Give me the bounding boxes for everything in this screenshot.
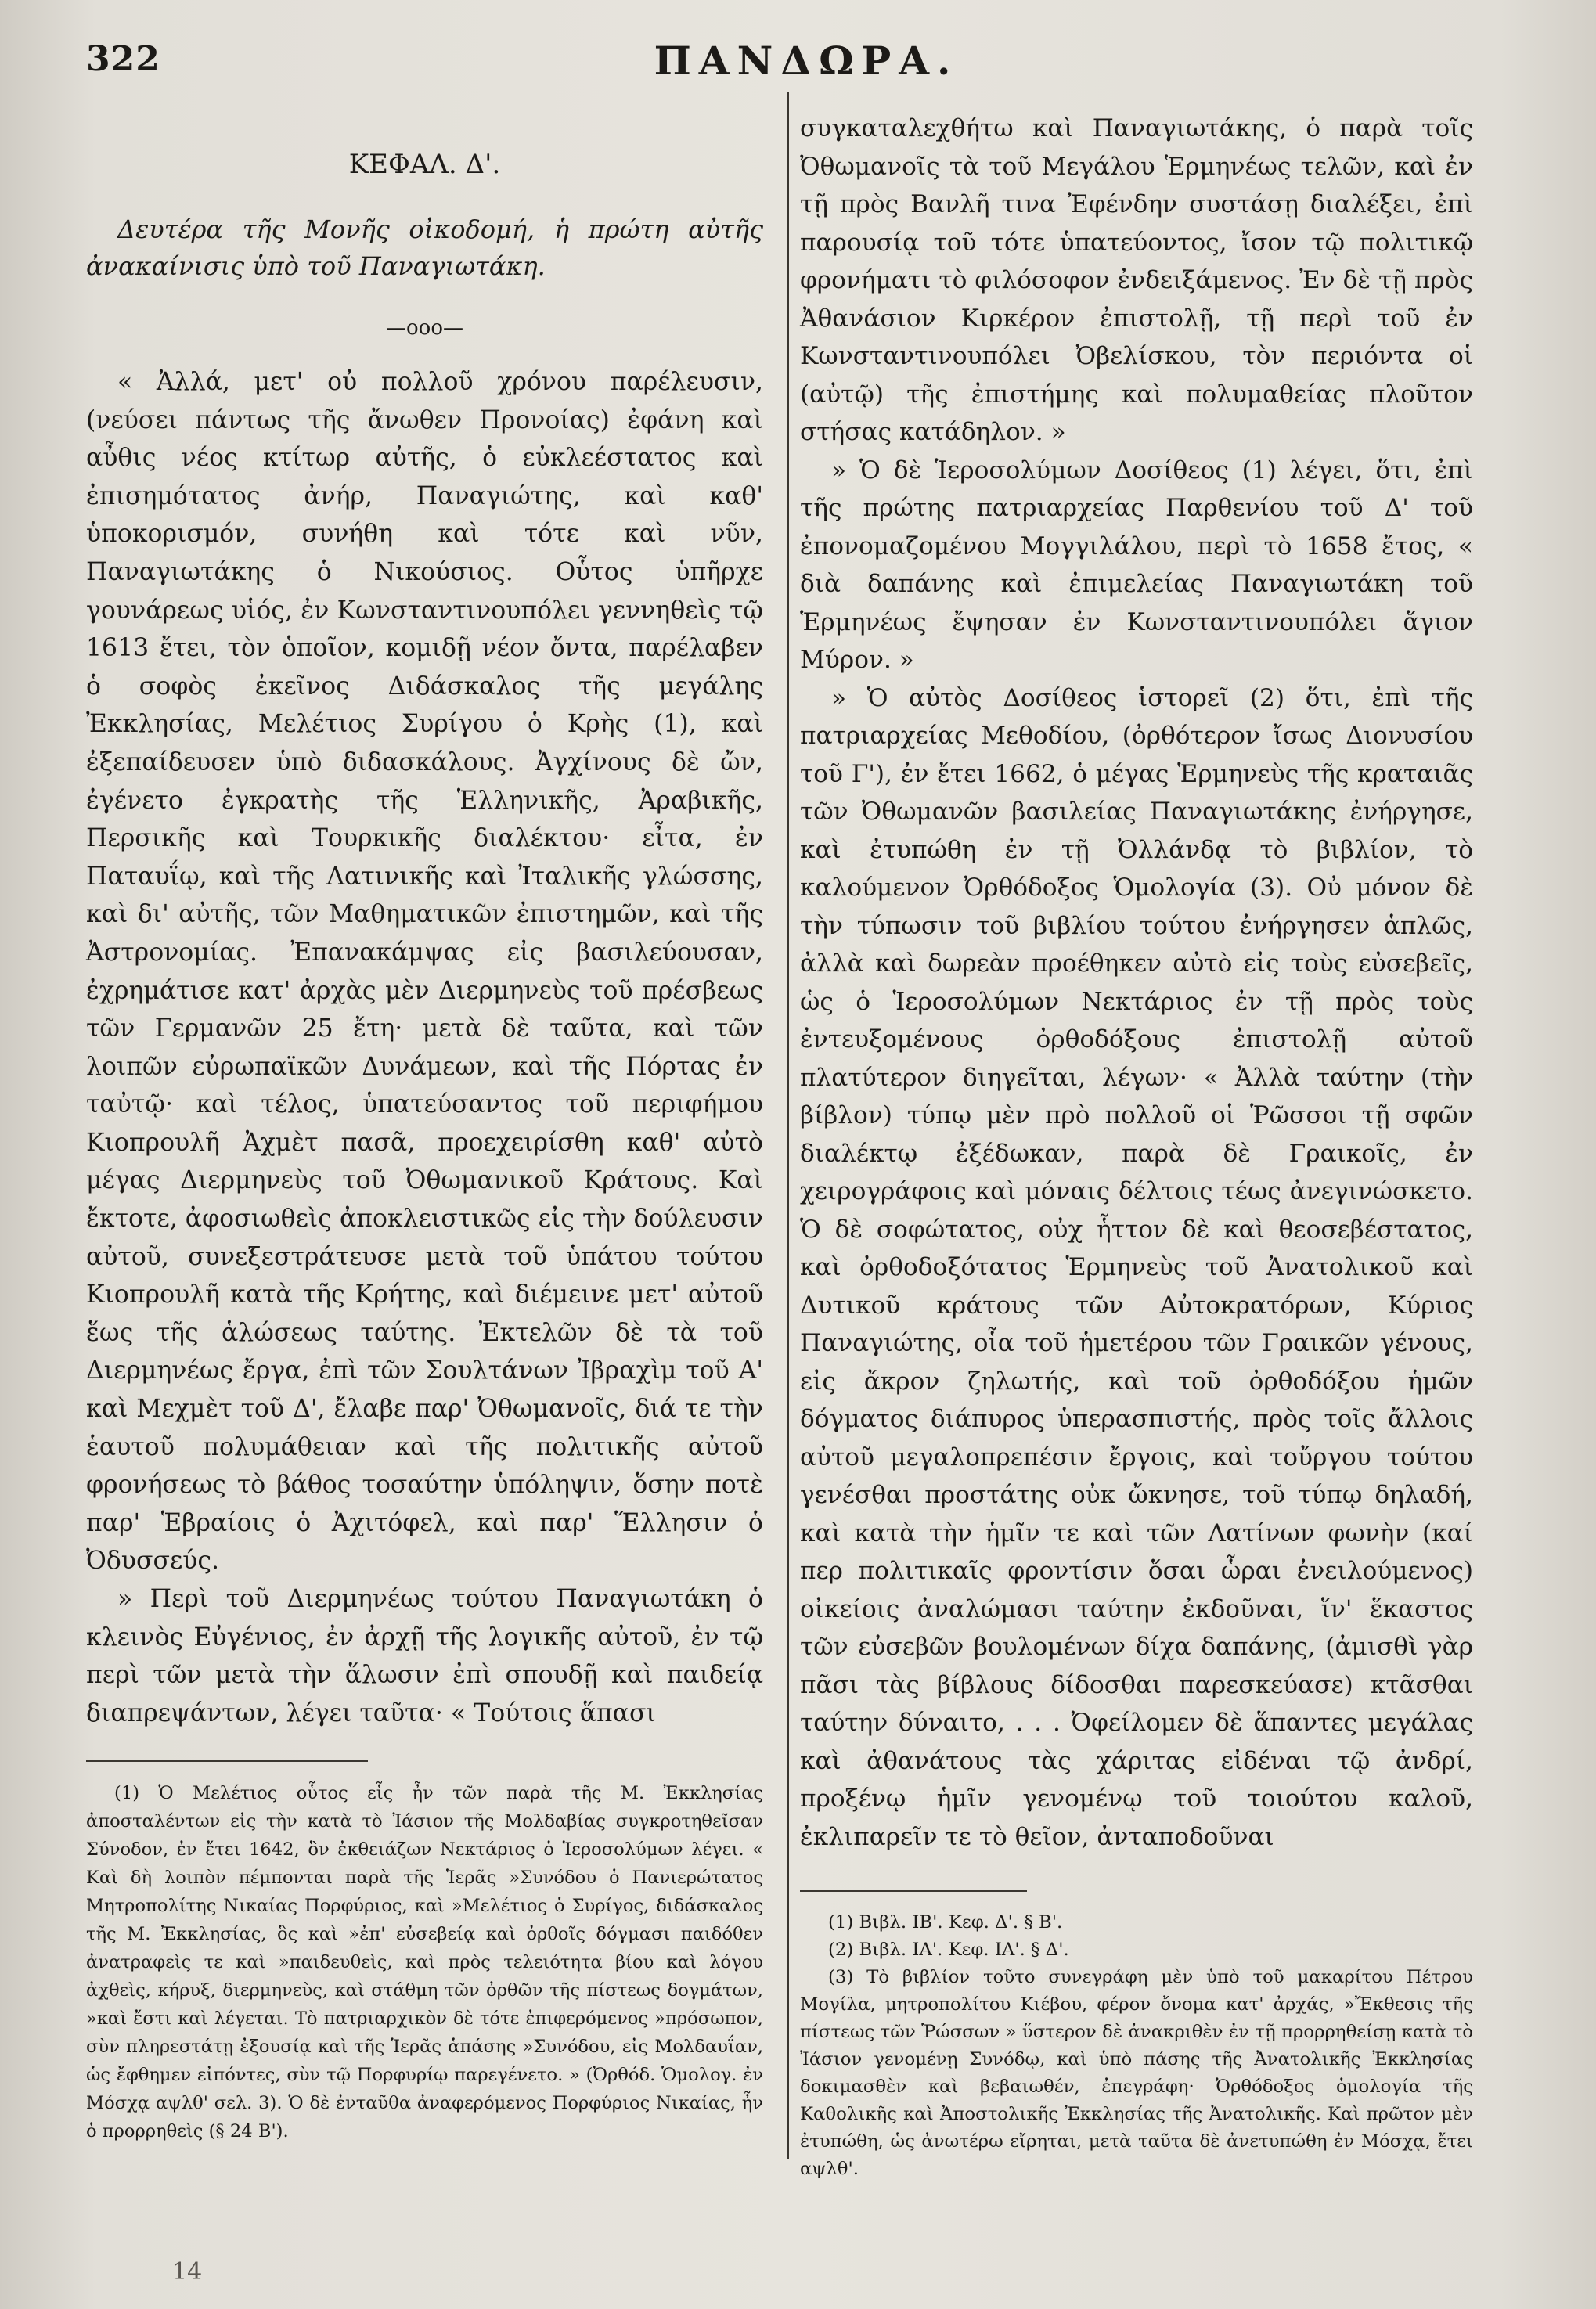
- footnote: (3) Τὸ βιβλίον τοῦτο συνεγράφη μὲν ὑπὸ τοῦ μακαρίτου Πέτρου Μογίλα, μητροπολίτου Κιέβου, φέρον ὄνομα κατ' ἀρχάς, »Ἔκθεσις τῆς πίστεως τῶν Ῥώσσων » ὕστερον δὲ ἀνακριθὲν ἐν τῇ προρρηθείσῃ κατὰ τὸ Ἰάσιον γενομένῃ Συνόδῳ, καὶ ὑπὸ πάσης τῆς Ἀνατολικῆς Ἐκκλησίας δοκιμασθὲν καὶ βεβαιωθέν, ἐπεγράφη· Ὀρθόδοξος ὁμολογία τῆς Καθολικῆς καὶ Ἀποστολικῆς Ἐκκλησίας τῆς Ἀνατολικῆς. Καὶ πρῶτον μὲν ἐτυπώθη, ὡς ἀνωτέρω εἴρηται, μετὰ ταῦτα δὲ ἀνετυπώθη ἐν Μόσχᾳ, ἔτει αψλθ'.: [800, 1967, 1473, 2179]
- paragraph: « Ἀλλά, μετ' οὐ πολλοῦ χρόνου παρέλευσιν, (νεύσει πάντως τῆς ἄνωθεν Προνοίας) ἐφάνη καὶ αὖθις νέος κτίτωρ αὐτῆς, ὁ εὐκλεέστατος καὶ ἐπισημότατος ἀνήρ, Παναγιώτης, καὶ καθ' ὑποκορισμόν, συνήθη καὶ τότε καὶ νῦν, Παναγιωτάκης ὁ Νικούσιος. Οὗτος ὑπῆρχε γουνάρεως υἱός, ἐν Κωνσταντινουπόλει γεννηθεὶς τῷ 1613 ἔτει, τὸν ὁποῖον, κομιδῇ νέον ὄντα, παρέλαβεν ὁ σοφὸς ἐκεῖνος Διδάσκαλος τῆς μεγάλης Ἐκκλησίας, Μελέτιος Συρίγου ὁ Κρὴς (1), καὶ ἐξεπαίδευσεν ὑπὸ διδασκάλους. Ἀγχίνους δὲ ὤν, ἐγένετο ἐγκρατὴς τῆς Ἑλληνικῆς, Ἀραβικῆς, Περσικῆς καὶ Τουρκικῆς διαλέκτου· εἶτα, ἐν Παταυΐῳ, καὶ τῆς Λατινικῆς καὶ Ἰταλικῆς γλώσσης, καὶ δι' αὐτῆς, τῶν Μαθηματικῶν ἐπιστημῶν, καὶ τῆς Ἀστρονομίας. Ἐπανακάμψας εἰς βασιλεύουσαν, ἐχρημάτισε κατ' ἀρχὰς μὲν Διερμηνεὺς τοῦ πρέσβεως τῶν Γερμανῶν 25 ἔτη· μετὰ δὲ ταῦτα, καὶ τῶν λοιπῶν εὐρωπαϊκῶν Δυνάμεων, καὶ τῆς Πόρτας ἐν ταὐτῷ· καὶ τέλος, ὑπατεύσαντος τοῦ περιφήμου Κιοπρουλῆ Ἀχμὲτ πασᾶ, προεχειρίσθη καθ' αὐτὸ μέγας Διερμηνεὺς τοῦ Ὀθωμανικοῦ Κράτους. Καὶ ἔκτοτε, ἀφοσιωθεὶς ἀποκλειστικῶς εἰς τὴν δούλευσιν αὐτοῦ, συνεξεστράτευσε μετὰ τοῦ ὑπάτου τούτου Κιοπρουλῆ κατὰ τῆς Κρήτης, καὶ διέμεινε μετ' αὐτοῦ ἕως τῆς ἁλώσεως ταύτης. Ἐκτελῶν δὲ τὰ τοῦ Διερμηνέως ἔργα, ἐπὶ τῶν Σουλτάνων Ἰβραχὶμ τοῦ Α' καὶ Μεχμὲτ τοῦ Δ', ἔλαβε παρ' Ὀθωμανοῖς, διά τε τὴν ἑαυτοῦ πολυμάθειαν καὶ τῆς πολιτικῆς αὐτοῦ φρονήσεως τὸ βάθος τοσαύτην ὑπόληψιν, ὅσην ποτὲ παρ' Ἑβραίοις ὁ Ἀχιτόφελ, καὶ παρ' Ἕλλησιν ὁ Ὀδυσσεύς.: [86, 368, 763, 1576]
- paragraph: » Ὁ δὲ Ἱεροσολύμων Δοσίθεος (1) λέγει, ὅτι, ἐπὶ τῆς πρώτης πατριαρχείας Παρθενίου τοῦ Δ' τοῦ ἐπονομαζομένου Μογγιλάλου, περὶ τὸ 1658 ἔτος, « διὰ δαπάνης καὶ ἐπιμελείας Παναγιωτάκη τοῦ Ἑρμηνέως ἔψησαν ἐν Κωνσταντινουπόλει ἅγιον Μύρον. »: [800, 456, 1473, 674]
- chapter-heading: ΚΕΦΑΛ. Δ'.: [348, 149, 501, 180]
- right-footnotes: [800, 1909, 1473, 2183]
- footnote: (1) Βιβλ. ΙΒ'. Κεφ. Δ'. § Β'.: [828, 1912, 1063, 1933]
- left-body-text: [86, 363, 763, 1732]
- paragraph: » Περὶ τοῦ Διερμηνέως τούτου Παναγιωτάκη ὁ κλεινὸς Εὐγένιος, ἐν ἀρχῇ τῆς λογικῆς αὐτοῦ, ἐν τῷ περὶ τῶν μετὰ τὴν ἅλωσιν ἐπὶ σπουδῇ καὶ παιδείᾳ διαπρεψάντων, λέγει ταῦτα· « Τούτοις ἅπασι: [86, 1585, 763, 1727]
- left-column: [86, 103, 763, 2145]
- running-title: ΠΑΝΔΩΡΑ.: [654, 38, 959, 84]
- left-footnotes: [86, 1779, 763, 2145]
- bleed-through-mark: 14: [172, 2258, 203, 2286]
- paragraph: » Ὁ αὐτὸς Δοσίθεος ἱστορεῖ (2) ὅτι, ἐπὶ τῆς πατριαρχείας Μεθοδίου, (ὀρθότερον ἴσως Διονυσίου τοῦ Γ'), ἐν ἔτει 1662, ὁ μέγας Ἑρμηνεὺς τῆς κραταιᾶς τῶν Ὀθωμανῶν βασιλείας Παναγιωτάκης ἐνήργησε, καὶ ἐτυπώθη ἐν τῇ Ὀλλάνδᾳ τὸ βιβλίον, τὸ καλούμενον Ὀρθόδοξος Ὁμολογία (3). Οὐ μόνον δὲ τὴν τύπωσιν τοῦ βιβλίου τούτου ἐνήργησεν ἁπλῶς, ἀλλὰ καὶ δωρεὰν προέθηκεν αὐτὸ εἰς τοὺς εὐσεβεῖς, ὡς ὁ Ἱεροσολύμων Νεκτάριος ἐν τῇ πρὸς τοὺς ἐντευξομένους ὀρθοδόξους ἐπιστολῇ αὐτοῦ πλατύτερον διηγεῖται, λέγων· « Ἀλλὰ ταύτην (τὴν βίβλον) τύπῳ μὲν πρὸ πολλοῦ οἱ Ῥῶσσοι τῇ σφῶν διαλέκτῳ ἐξέδωκαν, παρὰ δὲ Γραικοῖς, ἐν χειρογράφοις καὶ μόναις δέλτοις τέως ἀνεγινώσκετο. Ὁ δὲ σοφώτατος, οὐχ ἧττον δὲ καὶ θεοσεβέστατος, καὶ ὀρθοδοξότατος Ἑρμηνεὺς τοῦ Ἀνατολικοῦ καὶ Δυτικοῦ κράτους τῶν Αὐτοκρατόρων, Κύριος Παναγιώτης, οἷα τοῦ ἡμετέρου τῶν Γραικῶν γένους, εἰς ἄκρον ζηλωτής, καὶ τοῦ ὀρθοδόξου ἡμῶν δόγματος διάπυρος ὑπερασπιστής, πρὸς τοῖς ἄλλοις αὐτοῦ μεγαλοπρεπέσιν ἔργοις, καὶ τοὔργου τούτου γενέσθαι προστάτης οὐκ ὤκνησε, τοῦ τύπῳ δηλαδή, καὶ κατὰ τὴν ἡμῖν τε καὶ τῶν Λατίνων φωνὴν (καί περ πολιτικαῖς φροντίσιν ὅσαι ὧραι ἐνειλούμενος) οἰκείοις ἀναλώμασι ταύτην ἐκδοῦναι, ἵν' ἕκαστος τῶν εὐσεβῶν βουλομένων δίχα δαπάνης, (ἀμισθὶ γὰρ πᾶσι τὰς βίβλους δίδοσθαι παρεσκεύασε) κτᾶσθαι ταύτην δύναιτο, . . . Ὀφείλομεν δὲ ἅπαντες μεγάλας καὶ ἀθανάτους τὰς χάριτας εἰδέναι τῷ ἀνδρί, προξένῳ ἡμῖν γενομένῳ τοῦ τοιούτου καλοῦ, ἐκλιπαρεῖν τε τὸ θεῖον, ἀνταποδοῦναι: [800, 683, 1473, 1851]
- footnote: (2) Βιβλ. ΙΑ'. Κεφ. ΙΑ'. § Δ'.: [828, 1940, 1069, 1960]
- page-number: 322: [86, 39, 160, 79]
- page-header: [86, 31, 1526, 86]
- right-column: [800, 110, 1473, 2183]
- column-divider: [787, 92, 789, 2159]
- footnote-divider: [86, 1760, 368, 1762]
- footnote-divider: [800, 1890, 1027, 1892]
- chapter-subtitle: Δευτέρα τῆς Μονῆς οἰκοδομή, ἡ πρώτη αὐτῆς ἀνακαίνισις ὑπὸ τοῦ Παναγιωτάκη.: [86, 214, 763, 281]
- section-ornament: —οοο—: [386, 316, 463, 340]
- right-body-text: [800, 110, 1473, 1856]
- footnote: (1) Ὁ Μελέτιος οὗτος εἷς ἦν τῶν παρὰ τῆς Μ. Ἐκκλησίας ἀποσταλέντων εἰς τὴν κατὰ τὸ Ἰάσιον τῆς Μολδαβίας συγκροτηθεῖσαν Σύνοδον, ἐν ἔτει 1642, ὃν ἐκθειάζων Νεκτάριος ὁ Ἱεροσολύμων λέγει. « Καὶ δὴ λοιπὸν πέμπονται παρὰ τῆς Ἱερᾶς »Συνόδου ὁ Πανιερώτατος Μητροπολίτης Νικαίας Πορφύριος, καὶ »Μελέτιος ὁ Συρίγος, διδάσκαλος τῆς Μ. Ἐκκλησίας, ὃς καὶ »ἐπ' εὐσεβείᾳ καὶ ὀρθοῖς δόγμασι παιδόθεν ἀνατραφεὶς τε καὶ »παιδευθεὶς, καὶ πρὸς τελειότητα βίου καὶ λόγου ἀχθεὶς, κήρυξ, διερμηνεὺς, καὶ στάθμη τῶν ὀρθῶν τῆς πίστεως δογμάτων, »καὶ ἔστι καὶ λέγεται. Τὸ πατριαρχικὸν δὲ τότε ἐπιφερόμενος »πρόσωπον, σὺν πληρεστάτῃ ἐξουσίᾳ καὶ τῆς Ἱερᾶς ἁπάσης »Συνόδου, εἰς Μολδαυΐαν, ὡς ἔφθημεν εἰπόντες, σὺν τῷ Πορφυρίῳ παρεγένετο. » (Ὀρθόδ. Ὁμολογ. ἐν Μόσχᾳ αψλθ' σελ. 3). Ὁ δὲ ἐνταῦθα ἀναφερόμενος Πορφύριος Νικαίας, ἦν ὁ προρρηθεὶς (§ 24 Β').: [86, 1783, 763, 2142]
- paragraph: συγκαταλεχθήτω καὶ Παναγιωτάκης, ὁ παρὰ τοῖς Ὀθωμανοῖς τὰ τοῦ Μεγάλου Ἑρμηνέως τελῶν, καὶ ἐν τῇ πρὸς Βανλῆ τινα Ἐφένδην συστάσῃ διαλέξει, ἐπὶ παρουσίᾳ τοῦ τότε ὑπατεύοντος, ἴσον τῷ πολιτικῷ φρονήματι τὸ φιλόσοφον ἐνδειξάμενος. Ἐν δὲ τῇ πρὸς Ἀθανάσιον Κιρκέρον ἐπιστολῇ, τῇ περὶ τοῦ ἐν Κωνσταντινουπόλει Ὀβελίσκου, τὸν περιόντα οἱ (αὐτῷ) τῆς ἐπιστήμης καὶ πολυμαθείας πλοῦτον στήσας κατάδηλον. »: [800, 114, 1473, 446]
